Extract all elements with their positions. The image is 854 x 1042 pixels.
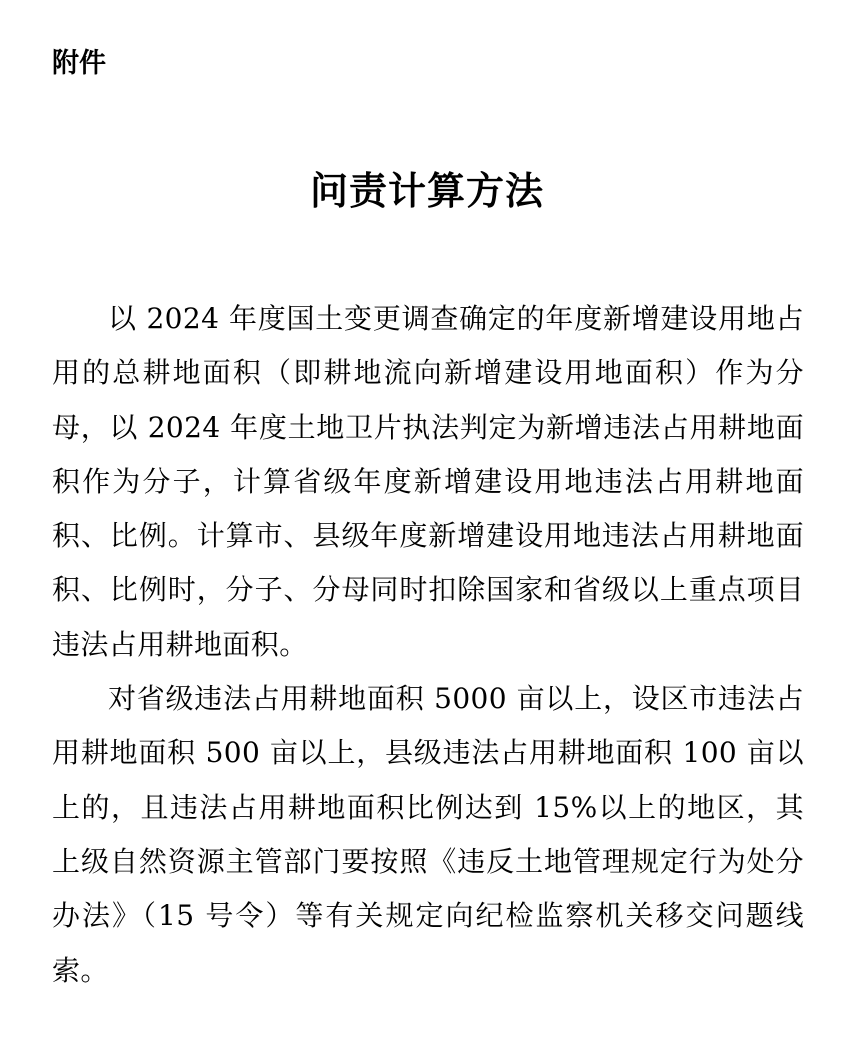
paragraph-accountability-threshold: 对省级违法占用耕地面积 5000 亩以上，设区市违法占用耕地面积 500 亩以上，县级违法占用耕地面积 100 亩以上的，且违法占用耕地面积比例达到 15%以上的地区，其上级自然资源主管部门要按照《违反土地管理规定行为处分办法》（15 号令）等有关规定向纪检监察机关移交问题线索。: [52, 682, 804, 987]
paragraph-calculation-method: 以 2024 年度国土变更调查确定的年度新增建设用地占用的总耕地面积（即耕地流向新增建设用地面积）作为分母，以 2024 年度土地卫片执法判定为新增违法占用耕地面积作为分子，计算省级年度新增建设用地违法占用耕地面积、比例。计算市、县级年度新增建设用地违法占用耕地面积、比例时，分子、分母同时扣除国家和省级以上重点项目违法占用耕地面积。: [52, 302, 804, 661]
attachment-label: 附件: [52, 48, 106, 79]
document-body: [52, 292, 804, 998]
document-title: 问责计算方法: [309, 168, 544, 213]
